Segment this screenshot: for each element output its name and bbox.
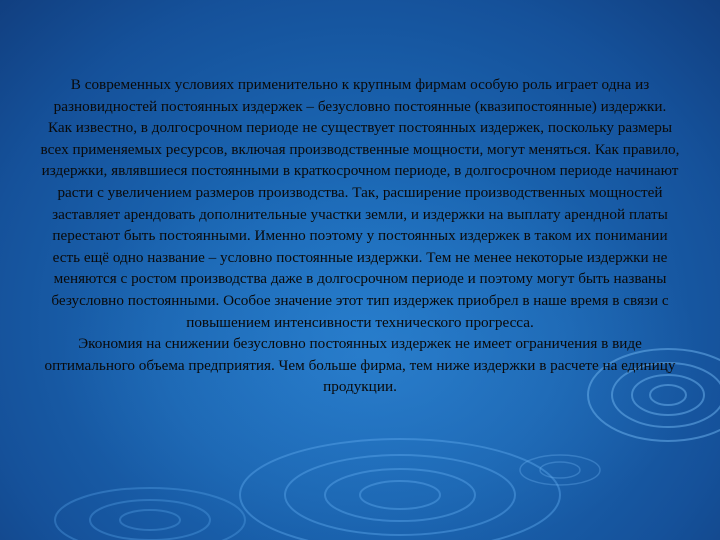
paragraph-1: В современных условиях применительно к крупным фирмам особую роль играет одна из разновидностей постоянных издержек – безусловно постоянные (квазипостоянные) издержки. Как известно, в долгосрочном периоде не существует постоянных издержек, поскольку размеры всех применяемых ресурсов, включая производственные мощности, могут меняться. Как правило, издержки, являвшиеся постоянными в краткосрочном периоде, в долгосрочном периоде начинают расти с увеличением размеров производства. Так, расширение производственных мощностей заставляет арендовать дополнительные участки земли, и издержки на выплату арендной платы перестают быть постоянными. Именно поэтому у постоянных издержек в таком их понимании есть ещё одно название – условно постоянные издержки. Тем не менее некоторые издержки не меняются с ростом производства даже в долгосрочном периоде и поэтому могут быть названы безусловно постоянными. Особое значение этот тип издержек приобрел в наше время в связи с повышением интенсивности технического прогресса.	[40, 76, 680, 331]
paragraph-2: Экономия на снижении безусловно постоянных издержек не имеет ограничения в виде оптимального объема предприятия. Чем больше фирма, тем ниже издержки в расчете на единицу продукции.	[44, 335, 676, 396]
slide-body-text	[40, 74, 680, 398]
